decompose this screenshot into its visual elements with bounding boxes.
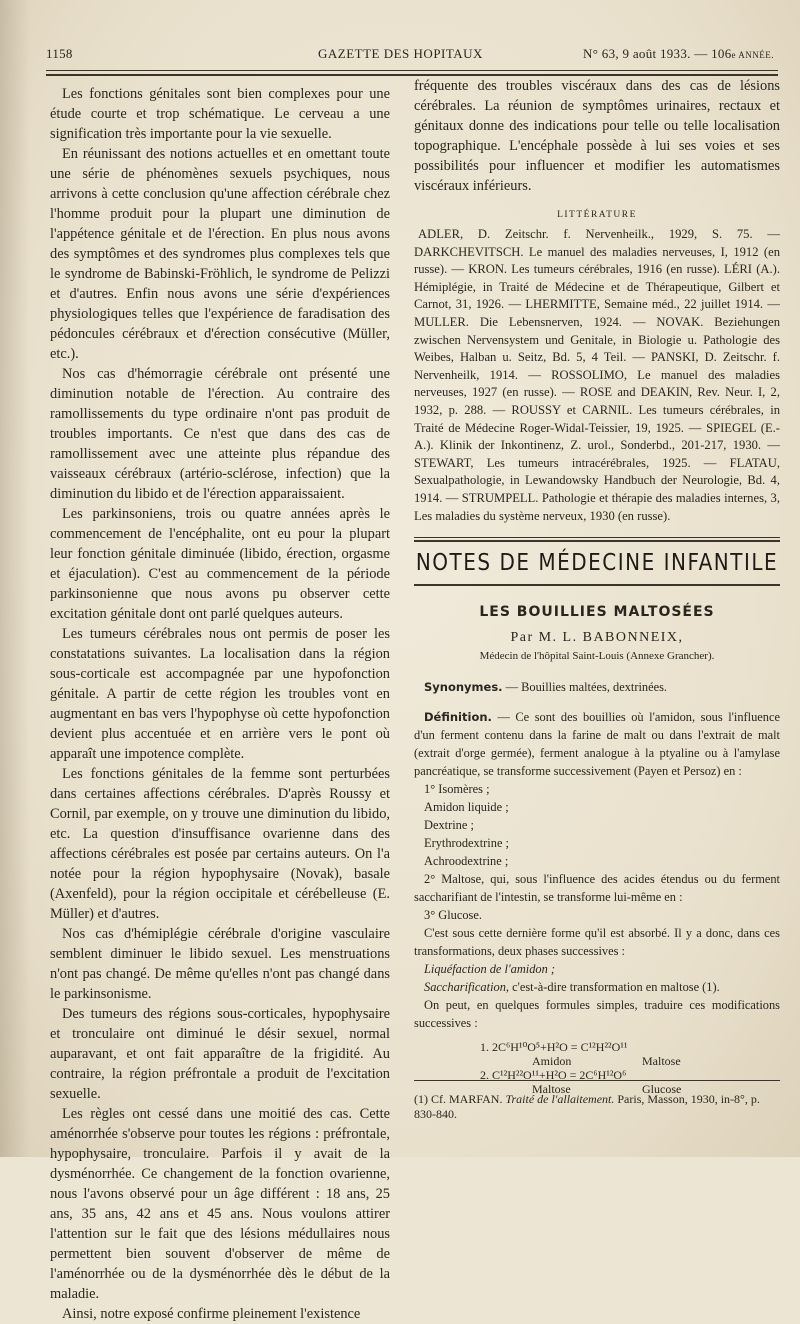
page-edge-shadow [0,0,30,1157]
definition-label: Définition. [424,710,492,725]
rubric-rule-top [414,537,780,538]
list-item: Achroodextrine ; [424,854,509,869]
footnote [414,1092,780,1122]
left-paragraph: Les parkinsoniens, trois ou quatre années après le commencement de l'encéphalite, ont eu pour la plupart leur fonction génitale diminuée (libido, érection, orgasme et éjaculation). C'est au commencement de la période parkinsonienne que nous avons pu observer cette excitation génitale dont ont parlé quelques auteurs. [50,506,390,622]
left-paragraph: Nos cas d'hémiplégie cérébrale d'origine vasculaire semblent diminuer le libido sexuel. Les menstruations n'ont pas changé. De même qu'elles n'ont pas changé dans le parkinsonisme. [50,926,390,1002]
intro-paragraph: fréquente des troubles viscéraux dans des cas de lésions cérébrales. La réunion de symptômes urinaires, rectaux et génitaux donne des indications pour telle ou telle localisation topographique. L'encéphale possède à lui ses voies et ses possibilités pour influencer et modifier les automatismes viscéraux inférieurs. [414,78,780,194]
page-header [46,42,774,66]
author-affiliation: Médecin de l'hôpital Saint-Louis (Annexe Grancher). [479,650,715,663]
journal-title: GAZETTE DES HOPITAUX [318,46,483,61]
absorb-paragraph: C'est sous cette dernière forme qu'il est absorbé. Il y a donc, dans ces transformations, deux phases successives : [414,926,780,959]
list-item: 3° Glucose. [424,908,482,923]
list-item: 2° Maltose, qui, sous l'influence des acides étendus ou du ferment saccharifiant de l'intestin, se transforme lui-même en : [414,872,780,905]
page-number: 1158 [46,46,73,61]
formula-one: 1. 2C⁶H¹⁰O⁵+H²O = C¹²H²²O¹¹ [480,1040,628,1055]
spacer [414,696,780,708]
article-body [414,678,780,1096]
article-title: LES BOUILLIES MALTOSÉES [479,604,715,621]
list-item: Erythrodextrine ; [424,836,509,851]
rubric-rule-top-thick [414,540,780,542]
left-paragraph: Les tumeurs cérébrales nous ont permis de poser les constatations suivantes. La localisation dans la région sous-corticale est accompagnée par une hypofonction génitale. A partir de cette région les troubles vont en augmentant en bas vers l'hypophyse où cette hypofonction devient plus accentuée et en arrière vers le pont où apparaît une impotence complète. [50,626,390,762]
phase-two-text: c'est-à-dire transformation en maltose (1). [509,980,720,995]
left-paragraph: Ainsi, notre exposé confirme pleinement l'existence [62,1306,361,1322]
footnote-rule [414,1080,780,1081]
list-item: Dextrine ; [424,818,474,833]
left-paragraph: Les règles ont cessé dans une moitié des cas. Cette aménorrhée s'observe pour toutes les régions : préfrontale, hypophysaire, tronculaire. Parfois il y avait de la dysménorrhée. Ce changement de la fonction ovarienne, nous l'avons observé pour un âge différent : 18 ans, 25 ans, 35 ans, 42 ans et 45 ans. Nous voulons attirer l'attention sur le fait que des lésions médullaires nous permettent bien souvent d'observer de même de l'aménorrhée ou de la dysménorrhée dès le début de la maladie. [50,1106,390,1302]
left-paragraph: Nos cas d'hémorragie cérébrale ont présenté une diminution notable de l'érection. Au contraire des ramollissements du type ordinaire n'ont pas produit de troubles importants. Ce n'est que dans des cas de ramollissement avec une atteinte plus répandue des vaisseaux cérébraux (artério-sclérose, infection) que la diminution du libido et de l'érection apparaissaient. [50,366,390,502]
footnote-rest: Paris, Masson, 1930, in-8°, p. 830-840. [414,1092,760,1121]
formula-intro: On peut, en quelques formules simples, traduire ces modifications successives : [414,998,780,1031]
list-item: Amidon liquide ; [424,800,509,815]
synonymes-label: Synonymes. [424,680,503,695]
synonymes-text: — Bouillies maltées, dextrinées. [502,680,668,695]
definition-paragraph [414,708,780,780]
phase-two-italic: Saccharification, [424,980,509,995]
formula-label: Amidon [532,1054,572,1069]
right-column [414,76,780,1096]
formula-label: Maltose [642,1054,681,1069]
left-paragraph: En réunissant des notions actuelles et en omettant toute une série de phénomènes sexuels psychiques, nous arrivons à cette conclusion qu'une affection cérébrale chez l'homme produit pour la plupart une diminution de l'appétence génitale et de l'érection. En plus nous avons des symptômes et des syndromes plus complexes tels que le syndrome de Babinski-Fröhlich, le syndrome de Pelizzi et d'autres. Enfin nous avons une série d'expériences physiologiques telles que l'expérience de faradisation des pédoncules cérébraux et d'érection consécutive (Müller, etc.). [50,146,390,362]
issue-date: N° 63, 9 août 1933. — 106 [583,46,732,61]
section-rubric: NOTES DE MÉDECINE INFANTILE [415,548,779,576]
formula-two: 2. C¹²H²²O¹¹+H²O = 2C⁶H¹²O⁶ [480,1068,627,1083]
formula-one-labels [480,1054,780,1068]
issue-year-suffix: e ANNÉE. [731,50,774,60]
article-byline: Par M. L. BABONNEIX, [510,630,684,646]
left-paragraph: Les fonctions génitales de la femme sont perturbées dans certaines affections cérébrales. D'après Roussy et Cornil, par exemple, on y trouve une diminution du libido, etc. La question d'insuffisance ovarienne dans des affections cérébrales est posée par certains auteurs. On l'a notée pour la région hypophysaire (Novak), basale (Axenfeld), pour la région occipitale et cérébelleuse (E. Müller) et d'autres. [50,766,390,922]
literature-list: ADLER, D. Zeitschr. f. Nervenheilk., 1929, S. 75. — DARKCHEVITSCH. Le manuel des maladies nerveuses, I, 1912 (en russe). — KRON. Les tumeurs cérébrales, 1916 (en russe). LÉRI (A.). Hémiplégie, in Traité de Médecine et de Thérapeutique, Gilbert et Carnot, 31, 1926. — LHERMITTE, Semaine méd., 22 juillet 1914. — MULLER. Die Lebensnerven, 1924. — NOVAK. Beziehungen zwischen Nervensystem und Genitale, in Biologie u. Pathologie des Weibes, Halban u. Seitz, Bd. 5, 4 Teil. — PANSKI, D. Zeitschr. f. Nervenheilk, 1914. — ROSSOLIMO, Le manuel des maladies nerveuses, 1927 (en russe). — ROSE and DEAKIN, Rev. Neur. I, 2, 1932, p. 288. — ROUSSY et CARNIL. Les tumeurs cérébrales, in Traité de Médecine Roger-Widal-Teissier, 19, 1925. — SPIEGEL (E.-A.). Klinik der Inkontinenz, Z. urol., Sonderbd., 201-217, 1930. — STEWART, Les tumeurs intracérébrales, 1925. — FLATAU, Sexualpathologie, in Lewandowsky Handbuch der Neurologie, Bd. 4, 1914. — STRUMPELL. Pathologie et thérapie des maladies internes, 3, Les maladies du système nerveux, 1930 (en russe). [414,227,780,523]
header-rule-thin [46,70,778,71]
phase-one [414,960,780,978]
definition-text: — Ce sont des bouillies où l'amidon, sous l'influence d'un ferment contenu dans la farine de malt ou dans l'extrait de malt (extrait d'orge germée), ferment analogue à la ptyaline ou à l'amylase pancréatique, se transforme successivement (Payen et Persoz) en : [414,710,780,779]
literature-heading: LITTÉRATURE [557,210,637,220]
left-paragraph: Des tumeurs des régions sous-corticales, hypophysaire et tronculaire ont diminué le désir sexuel, normal auparavant, et ont fait apparaître de la frigidité. Au contraire, la région préfrontale a produit de l'excitation sexuelle. [50,1006,390,1102]
left-paragraph: Les fonctions génitales sont bien complexes pour une étude courte et trop schématique. Le cerveau a une signification très importante pour la vie sexuelle. [50,86,390,142]
phase-one-text: Liquéfaction de l'amidon ; [424,962,556,977]
formula-label: Glucose [642,1082,682,1097]
issue-info [583,46,774,62]
rubric-rule-bottom [414,584,780,586]
footnote-area [414,1092,780,1122]
phase-two [414,978,780,996]
formula-block [414,1040,780,1096]
footnote-prefix: (1) Cf. [414,1092,449,1106]
left-column [50,84,390,1324]
list-item: 1° Isomères ; [424,782,490,797]
formula-label: Maltose [532,1082,571,1097]
synonymes-paragraph [414,678,780,696]
footnote-title: Traité de l'allaitement. [502,1092,615,1106]
footnote-author: MARFAN. [449,1092,503,1106]
